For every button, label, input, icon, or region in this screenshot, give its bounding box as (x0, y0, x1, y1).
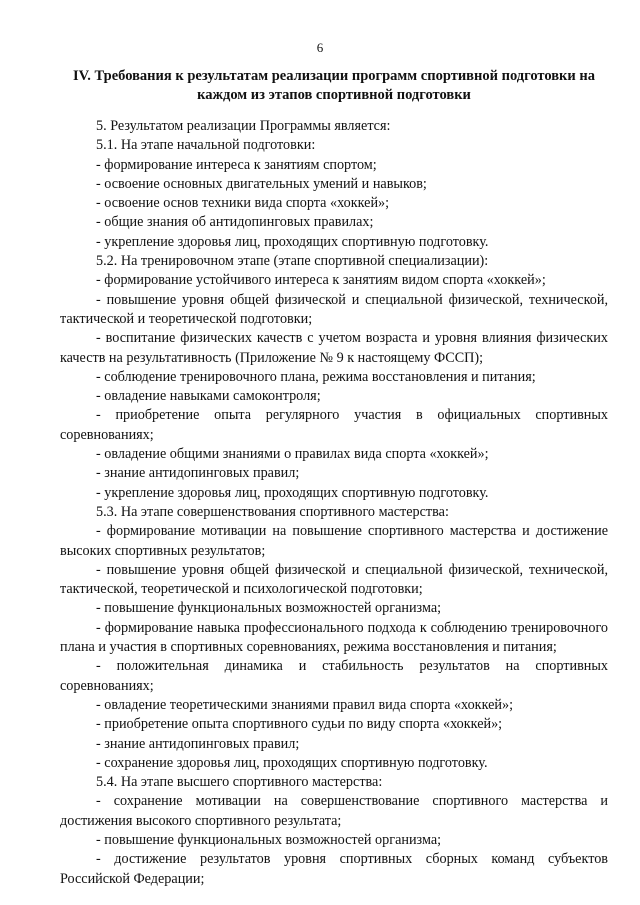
list-item: - освоение основных двигательных умений и навыков; (96, 175, 427, 192)
list-item: - достижение результатов уровня спортивных сборных команд субъектов Российской Федерации; (60, 851, 608, 887)
paragraph: 5.2. На тренировочном этапе (этапе спортивной специализации): (96, 253, 489, 270)
paragraph: 5.4. На этапе высшего спортивного мастерства: (96, 774, 383, 791)
list-item: - овладение навыками самоконтроля; (96, 388, 321, 405)
list-item: - соблюдение тренировочного плана, режима восстановления и питания; (96, 368, 536, 385)
list-item: - повышение уровня общей физической и специальной физической, технической, тактической, теоретической и психологической подготовки; (60, 561, 608, 598)
list-item: - укрепление здоровья лиц, проходящих спортивную подготовку. (96, 484, 489, 501)
list-item: - формирование навыка профессионального подхода к соблюдению тренировочного плана и участия в спортивных соревнованиях, режима восстановления и питания; (60, 619, 608, 656)
list-item: - приобретение опыта спортивного судьи по виду спорта «хоккей»; (96, 716, 503, 733)
list-item: - формирование устойчивого интереса к занятиям видом спорта «хоккей»; (96, 272, 546, 289)
paragraph: 5.1. На этапе начальной подготовки: (96, 137, 316, 154)
list-item: - положительная динамика и стабильность результатов на спортивных соревнованиях; (60, 658, 608, 694)
list-item: - освоение основ техники вида спорта «хоккей»; (96, 195, 390, 212)
list-item: - знание антидопинговых правил; (96, 735, 300, 752)
list-item: - воспитание физических качеств с учетом возраста и уровня влияния физических качеств на результативность (Приложение № 9 к настоящему ФССП); (60, 330, 608, 366)
list-item: - укрепление здоровья лиц, проходящих спортивную подготовку. (96, 233, 489, 250)
list-item: - повышение функциональных возможностей организма; (96, 600, 442, 617)
page-number: 6 (316, 40, 324, 55)
list-item: - повышение уровня общей физической и специальной физической, технической, тактической и теоретической подготовки; (60, 291, 608, 327)
paragraph: 5. Результатом реализации Программы является: (96, 118, 391, 134)
list-item: - общие знания об антидопинговых правилах; (96, 214, 374, 231)
list-item: - повышение функциональных возможностей организма; (96, 831, 442, 848)
list-item: - овладение общими знаниями о правилах вида спорта «хоккей»; (96, 446, 489, 463)
section-heading: IV. Требования к результатам реализации программ спортивной подготовки на каждом из этапов спортивной подготовки (73, 68, 595, 103)
document-body (60, 117, 608, 889)
list-item: - сохранение здоровья лиц, проходящих спортивную подготовку. (96, 754, 488, 771)
list-item: - формирование мотивации на повышение спортивного мастерства и достижение высоких спортивных результатов; (60, 523, 608, 559)
list-item: - знание антидопинговых правил; (96, 465, 300, 482)
list-item: - формирование интереса к занятиям спортом; (96, 156, 377, 173)
paragraph: 5.3. На этапе совершенствования спортивного мастерства: (96, 503, 449, 520)
list-item: - сохранение мотивации на совершенствование спортивного мастерства и достижения высокого спортивного результата; (60, 793, 608, 829)
list-item: - овладение теоретическими знаниями правил вида спорта «хоккей»; (96, 696, 514, 713)
list-item: - приобретение опыта регулярного участия в официальных спортивных соревнованиях; (60, 407, 608, 443)
